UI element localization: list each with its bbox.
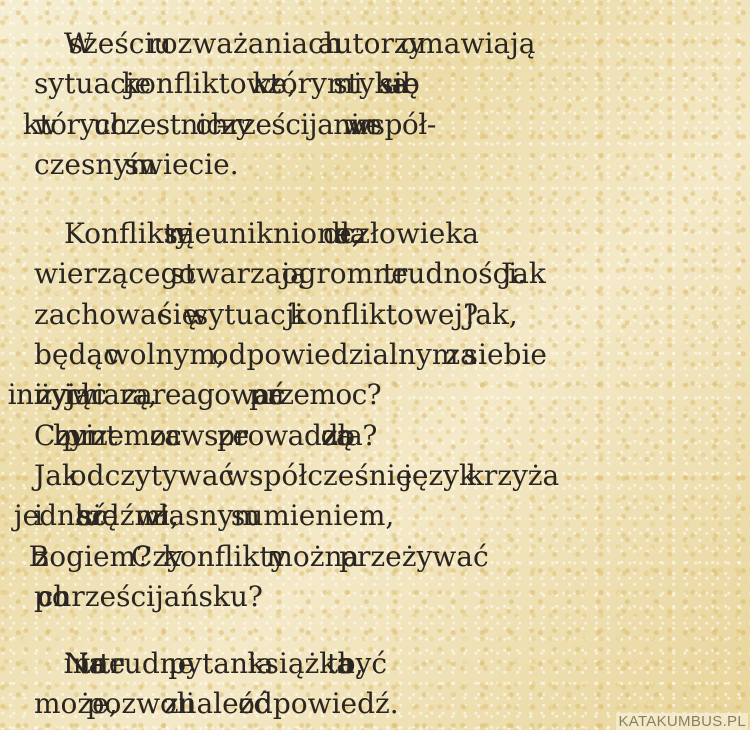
text-line: czesnym świecie. bbox=[34, 147, 239, 181]
text-line: i jednać się z ludźmi, z własnym sumieniem, bbox=[34, 499, 395, 533]
text-line: Konflikty są nieuniknione, a dla człowieka bbox=[64, 217, 479, 251]
paragraph-2 bbox=[34, 214, 750, 617]
text-line: Jak odczytywać współcześnie język krzyża bbox=[34, 458, 560, 492]
book-blurb bbox=[34, 24, 750, 725]
watermark: KATAKUMBUS.PL bbox=[618, 713, 746, 730]
text-line: zachować się w sytuacji konfliktowej? Jak, bbox=[34, 297, 518, 331]
text-line: i innych i żyjąc wiarą, zareagować na przemoc? bbox=[34, 378, 382, 412]
text-line: będąc wolnym, odpowiedzialnym za siebie bbox=[34, 338, 548, 372]
text-line: Na te i inne trudne pytania książka ta, być bbox=[64, 647, 387, 681]
text-line: wierzącego stwarzają ogromne trudności. Jak bbox=[34, 257, 546, 291]
text-line: sytuacje konfliktowe, z którymi styka się – lub bbox=[34, 67, 420, 101]
text-line: z Bogiem? Czy konflikty można przeżywać bbox=[34, 539, 489, 573]
text-line: Czy bunt i przemoc zawsze prowadzą do zła? bbox=[34, 418, 378, 452]
text-line: może, pozwoli znaleźć odpowiedź. bbox=[34, 687, 399, 721]
text-line: po chrześcijańsku? bbox=[34, 579, 263, 613]
paragraph-1 bbox=[34, 24, 750, 185]
text-line: W sześciu rozważaniach autorzy omawiają bbox=[64, 27, 536, 60]
text-line: w których uczestniczy – chrześcijanin we współ- bbox=[34, 107, 436, 141]
